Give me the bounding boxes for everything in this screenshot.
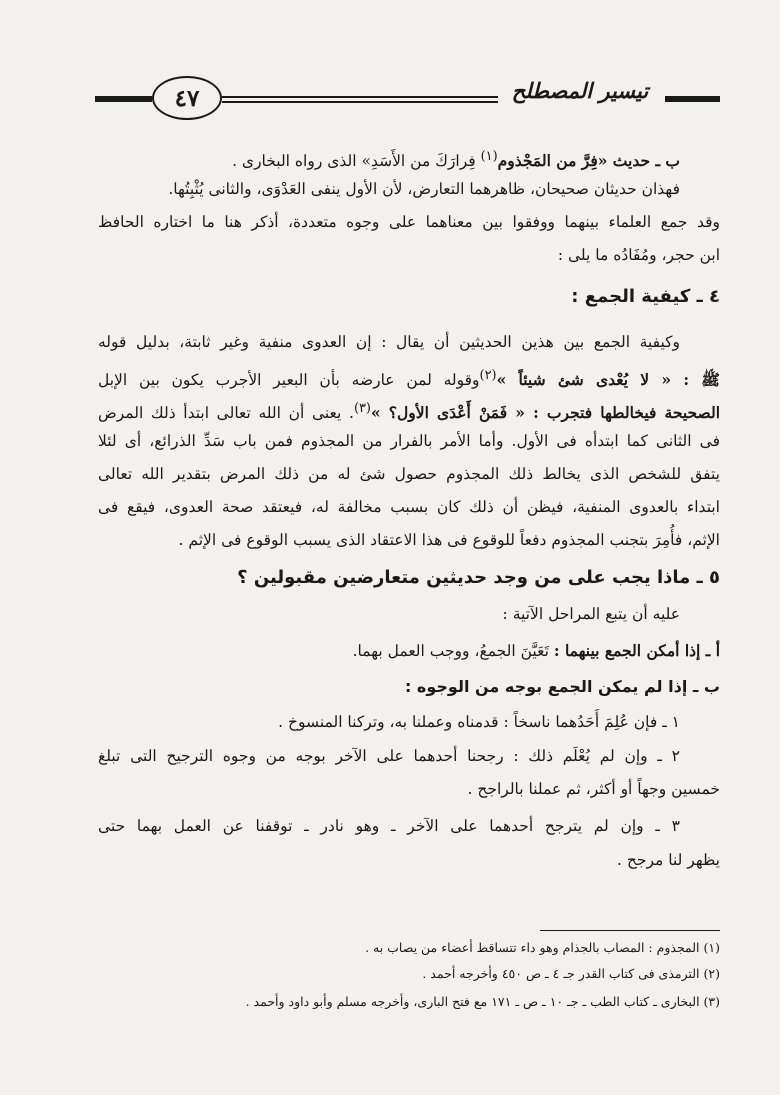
list-item-continuation: يظهر لنا مرجح .: [617, 851, 720, 869]
footnote: (٣) البخارى ـ كتاب الطب ـ جـ ١٠ ـ ص ـ ١٧١ مع فتح البارى، وأخرجه مسلم وأبو داود وأحمد .: [245, 994, 720, 1009]
text-line: وقد جمع العلماء بينهما ووفقوا بين معناهما على وجوه متعددة، أذكر هنا ما اختاره الحافظ: [98, 213, 720, 231]
subsection-a: [353, 634, 720, 668]
list-item: ٣ ـ وإن لم يترجح أحدهما على الآخر ـ وهو نادر ـ توقفنا عن العمل بهما حتى: [98, 817, 680, 835]
header-rule-middle-bottom: [222, 101, 498, 103]
book-title: تيسير المصطلح: [511, 78, 649, 103]
footnote: (٢) الترمذى فى كتاب القدر جـ ٤ ـ ص ٤٥٠ وأخرجه أحمد .: [422, 966, 720, 981]
list-item: ١ ـ فإن عُلِمَ أَحَدُهما ناسخاً : قدمناه وعملنا به، وتركنا المنسوخ .: [278, 713, 680, 731]
header-rule-middle-top: [222, 96, 498, 98]
section-heading-4: ٤ ـ كيفية الجمع :: [571, 286, 720, 307]
footnote: (١) المجذوم : المصاب بالجذام وهو داء تتساقط أعضاء من يصاب به .: [365, 940, 720, 955]
hadith-quote: الصحيحة فيخالطها فتجرب : « فَمَنْ أَعْدَى الأول؟ »: [370, 403, 720, 423]
hadith-quote-end: فِرارَكَ من الأَسَدِ» الذى رواه البخارى .: [232, 152, 481, 171]
footnote-separator: [540, 930, 720, 931]
text-line: فى الثانى كما ابتدأه فى الأول. وأما الأمر بالفرار من المجذوم فمن باب سَدِّ الذرائع، أى لئلا: [98, 432, 720, 450]
main-text: [98, 140, 720, 930]
text-line: يتفق للشخص الذى يخالط ذلك المجذوم حصول شئ له من ذلك المرض بتقدير الله تعالى: [98, 465, 720, 483]
subsection-a-label: أ ـ إذا أمكن الجمع بينهما :: [553, 641, 720, 660]
subsection-a-text: تَعَيَّنَ الجمعُ، ووجب العمل بهما.: [352, 642, 554, 660]
text-line: الإثم، فأُمِرَ بتجنب المجذوم دفعاً للوقوع فى هذا الاعتقاد الذى يسبب الوقوع فى الإثم .: [178, 531, 720, 549]
text-line: فهذان حديثان صحيحان، ظاهرهما التعارض، لأن الأول ينفى العَدْوَى، والثانى يُثْبِتُها.: [168, 180, 680, 198]
text-line: وكيفية الجمع بين هذين الحديثين أن يقال : إن العدوى منفية وغير ثابتة، بدليل قوله: [98, 333, 680, 351]
text-segment: وقوله لمن عارضه بأن البعير الأجرب يكون بين الإبل: [98, 371, 480, 390]
section-heading-5: ٥ ـ ماذا يجب على من وجد حديثين متعارضين مقبولين ؟: [237, 567, 720, 588]
text-line: ابتداء بالعدوى المنفية، فيظن أن ذلك كان بسبب مخالفة له، فيعتقد صحة العدوى، فيقع فى: [98, 498, 720, 516]
header-rule-left: [95, 96, 152, 102]
text-segment: . يعنى أن الله تعالى ابتدأ ذلك المرض: [98, 404, 354, 423]
page-number-badge: [152, 76, 222, 120]
list-item: ٢ ـ وإن لم يُعْلَم ذلك : رجحنا أحدهما على الآخر بوجه من وجوه الترجيح التى تبلغ: [98, 747, 680, 765]
footnote-ref[interactable]: (١): [480, 149, 498, 164]
hadith-quote: ب ـ حديث «فِرَّ من المَجْذوم: [497, 151, 680, 171]
header-rule-right: [665, 96, 720, 102]
hadith-quote: ﷺ : « لا يُعْدى شئ شيئاً »: [496, 370, 721, 390]
text-line: ابن حجر، ومُفَادُه ما يلى :: [557, 246, 720, 264]
subsection-b: ب ـ إذا لم يمكن الجمع بوجه من الوجوه :: [404, 677, 720, 696]
footnote-ref[interactable]: (٣): [353, 401, 371, 416]
footnote-ref[interactable]: (٢): [479, 368, 497, 383]
list-item-continuation: خمسين وجهاً أو أكثر، ثم عملنا بالراجح .: [467, 780, 720, 798]
text-line: عليه أن يتبع المراحل الآتية :: [502, 605, 680, 623]
page-number: ٤٧: [174, 84, 200, 112]
